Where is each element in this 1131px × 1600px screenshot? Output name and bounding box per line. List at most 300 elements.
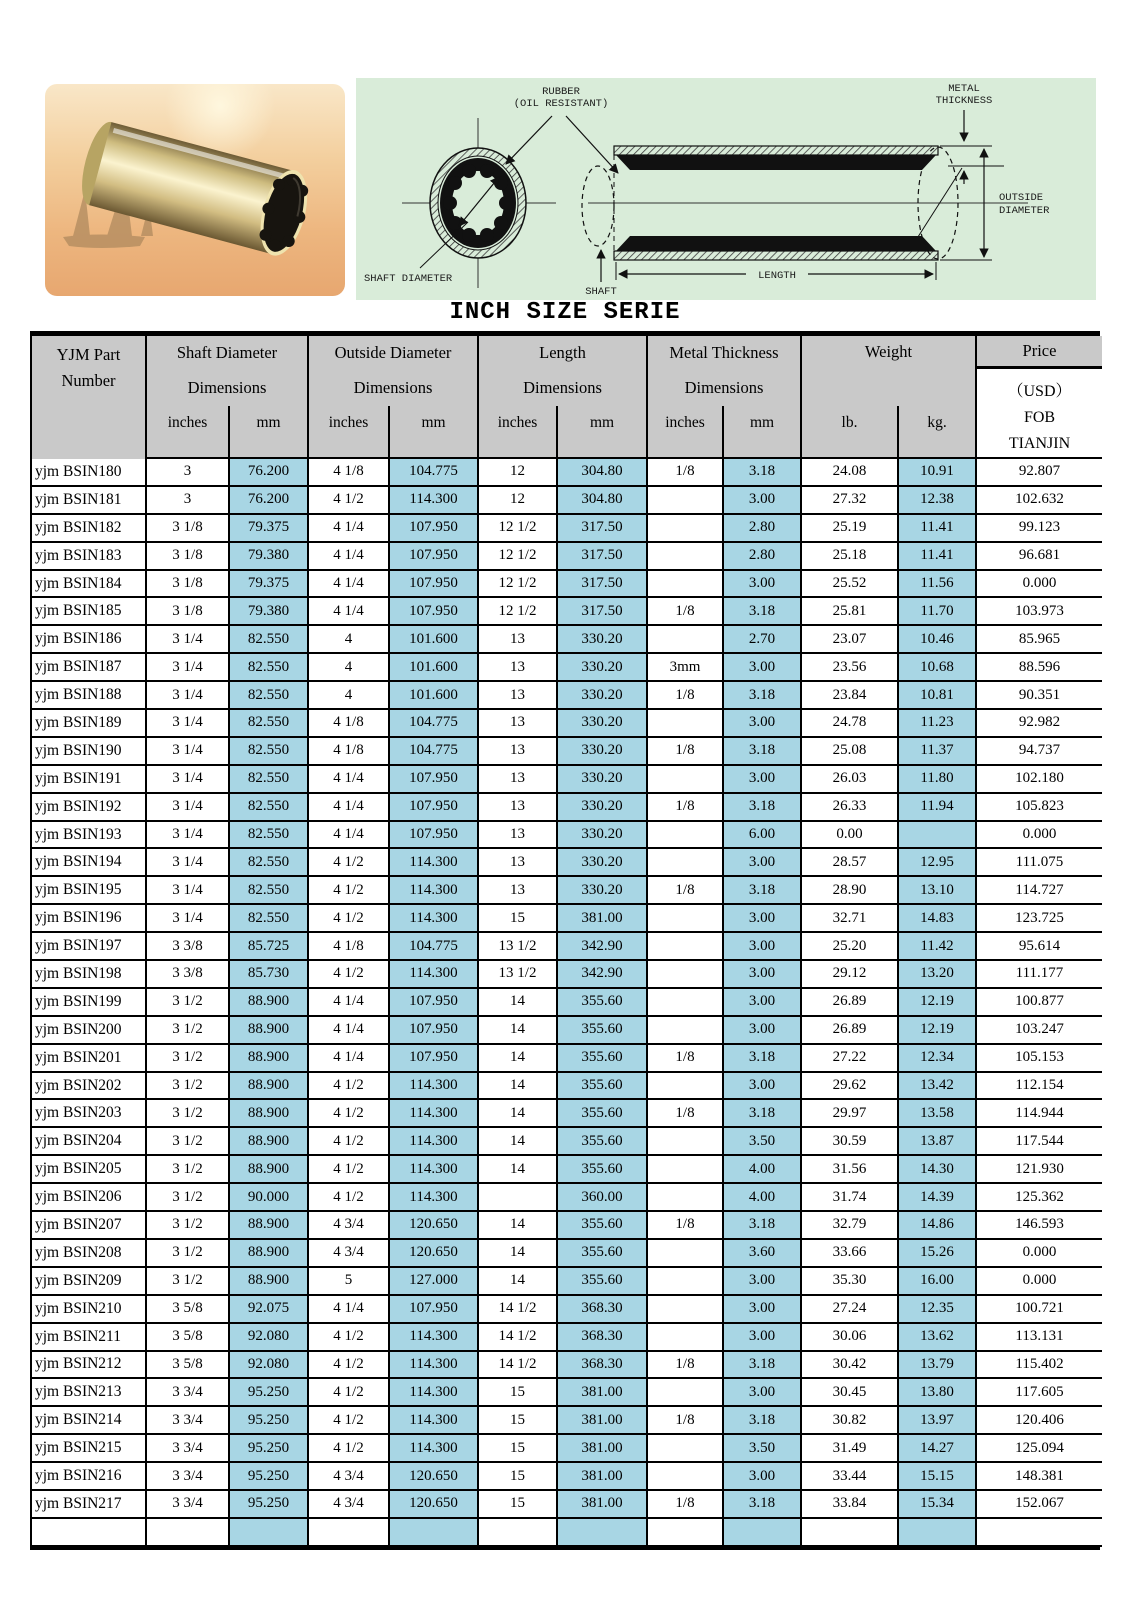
table-cell: 3.00	[724, 1073, 802, 1101]
part-number-cell: yjm BSIN201	[32, 1045, 147, 1073]
table-cell: 12.19	[899, 1017, 977, 1045]
table-cell	[648, 1017, 724, 1045]
table-cell: 120.406	[977, 1407, 1102, 1435]
header-outside-dimensions: Dimensions	[309, 369, 479, 406]
table-cell: 13.20	[899, 961, 977, 989]
table-cell: 3 1/4	[147, 877, 230, 905]
label-rubber: RUBBER	[542, 86, 580, 98]
bearing-photo-illustration	[45, 84, 345, 296]
table-cell: 13	[479, 822, 558, 850]
table-cell: 3 5/8	[147, 1324, 230, 1352]
table-cell: 1/8	[648, 682, 724, 710]
header-length-inches: inches	[479, 406, 558, 459]
table-cell	[648, 822, 724, 850]
table-cell: 107.950	[390, 571, 479, 599]
table-cell: 15	[479, 1379, 558, 1407]
table-cell: 4 1/4	[309, 822, 390, 850]
table-cell: 13	[479, 654, 558, 682]
table-cell: 3 1/8	[147, 598, 230, 626]
table-cell: 114.300	[390, 1379, 479, 1407]
table-cell: 88.900	[230, 1268, 309, 1296]
table-cell	[648, 1435, 724, 1463]
table-cell: 368.30	[558, 1352, 648, 1380]
table-cell: 15.15	[899, 1463, 977, 1491]
table-cell: 13.62	[899, 1324, 977, 1352]
table-cell: 104.775	[390, 738, 479, 766]
table-cell: 330.20	[558, 849, 648, 877]
header-weight: Weight	[802, 336, 977, 406]
table-cell: 1/8	[648, 1407, 724, 1435]
table-cell: 381.00	[558, 1435, 648, 1463]
table-cell: 25.52	[802, 571, 899, 599]
part-number-cell: yjm BSIN205	[32, 1156, 147, 1184]
table-cell	[648, 487, 724, 515]
table-cell: 111.075	[977, 849, 1102, 877]
table-cell: 3 3/4	[147, 1407, 230, 1435]
part-number-cell: yjm BSIN192	[32, 794, 147, 822]
table-cell	[648, 989, 724, 1017]
table-cell: 15	[479, 1435, 558, 1463]
table-cell: 29.62	[802, 1073, 899, 1101]
table-cell: 13.79	[899, 1352, 977, 1380]
table-cell: 117.544	[977, 1128, 1102, 1156]
table-cell: 3.18	[724, 459, 802, 487]
table-cell: 107.950	[390, 989, 479, 1017]
table-cell: 355.60	[558, 1045, 648, 1073]
table-cell: 3.00	[724, 1463, 802, 1491]
table-cell: 3.00	[724, 571, 802, 599]
table-cell: 4 1/2	[309, 877, 390, 905]
table-cell: 114.300	[390, 905, 479, 933]
table-cell: 105.823	[977, 794, 1102, 822]
table-cell: 4 1/4	[309, 515, 390, 543]
table-cell: 4 1/4	[309, 1017, 390, 1045]
table-cell: 1/8	[648, 598, 724, 626]
part-number-cell: yjm BSIN182	[32, 515, 147, 543]
table-cell: 102.180	[977, 766, 1102, 794]
part-number-cell: yjm BSIN191	[32, 766, 147, 794]
table-cell: 3mm	[648, 654, 724, 682]
table-cell: 3 3/4	[147, 1491, 230, 1519]
table-cell: 342.90	[558, 933, 648, 961]
table-cell: 342.90	[558, 961, 648, 989]
table-cell: 4 1/4	[309, 989, 390, 1017]
table-cell: 33.66	[802, 1240, 899, 1268]
table-cell: 330.20	[558, 682, 648, 710]
table-cell: 4	[309, 654, 390, 682]
table-cell: 76.200	[230, 487, 309, 515]
table-cell: 3.00	[724, 1268, 802, 1296]
header-price-tianjin: TIANJIN	[1008, 435, 1071, 452]
table-cell: 114.300	[390, 1184, 479, 1212]
table-cell: 3.18	[724, 738, 802, 766]
table-cell: 114.300	[390, 1100, 479, 1128]
table-cell: 3.50	[724, 1435, 802, 1463]
table-cell: 3 1/8	[147, 571, 230, 599]
label-outside: OUTSIDE	[999, 192, 1044, 204]
label-outside-2: DIAMETER	[999, 205, 1050, 217]
table-cell: 94.737	[977, 738, 1102, 766]
table-cell: 355.60	[558, 1240, 648, 1268]
table-cell: 103.973	[977, 598, 1102, 626]
table-cell: 11.37	[899, 738, 977, 766]
table-cell: 88.900	[230, 1212, 309, 1240]
table-cell: 101.600	[390, 626, 479, 654]
table-cell: 82.550	[230, 682, 309, 710]
table-cell: 95.250	[230, 1463, 309, 1491]
part-number-cell: yjm BSIN188	[32, 682, 147, 710]
table-cell: 381.00	[558, 1407, 648, 1435]
table-cell: 4.00	[724, 1156, 802, 1184]
table-cell: 82.550	[230, 626, 309, 654]
table-cell: 15.26	[899, 1240, 977, 1268]
table-cell: 14	[479, 1156, 558, 1184]
table-cell: 12.19	[899, 989, 977, 1017]
table-cell: 152.067	[977, 1491, 1102, 1519]
table-cell: 355.60	[558, 1017, 648, 1045]
table-cell	[648, 543, 724, 571]
table-cell: 368.30	[558, 1324, 648, 1352]
table-cell: 88.900	[230, 1073, 309, 1101]
table-cell	[479, 1184, 558, 1212]
table-cell: 14	[479, 1268, 558, 1296]
table-cell: 11.41	[899, 543, 977, 571]
table-cell	[479, 1519, 558, 1547]
table-cell: 3.00	[724, 1324, 802, 1352]
table-cell: 120.650	[390, 1463, 479, 1491]
table-cell: 4 3/4	[309, 1240, 390, 1268]
table-cell: 317.50	[558, 515, 648, 543]
table-cell: 3.00	[724, 961, 802, 989]
table-cell: 120.650	[390, 1240, 479, 1268]
table-cell: 13	[479, 794, 558, 822]
table-cell: 30.42	[802, 1352, 899, 1380]
table-cell: 317.50	[558, 598, 648, 626]
table-cell: 120.650	[390, 1491, 479, 1519]
table-cell	[648, 766, 724, 794]
table-cell	[230, 1519, 309, 1547]
table-cell: 11.94	[899, 794, 977, 822]
table-cell: 146.593	[977, 1212, 1102, 1240]
table-cell: 381.00	[558, 905, 648, 933]
table-cell: 96.681	[977, 543, 1102, 571]
table-cell: 1/8	[648, 1212, 724, 1240]
header-outside-diameter: Outside Diameter	[309, 336, 479, 369]
table-cell: 1/8	[648, 1045, 724, 1073]
table-cell: 3 1/2	[147, 1212, 230, 1240]
table-cell: 3 1/8	[147, 543, 230, 571]
table-cell: 4 1/2	[309, 1184, 390, 1212]
table-cell: 4 1/2	[309, 1407, 390, 1435]
table-cell: 82.550	[230, 877, 309, 905]
part-number-cell: yjm BSIN216	[32, 1463, 147, 1491]
table-cell: 3 1/2	[147, 1128, 230, 1156]
table-cell: 4 1/2	[309, 1435, 390, 1463]
table-cell: 317.50	[558, 571, 648, 599]
table-cell: 14.86	[899, 1212, 977, 1240]
table-cell: 11.70	[899, 598, 977, 626]
table-cell: 79.380	[230, 598, 309, 626]
table-cell: 14	[479, 989, 558, 1017]
table-cell: 27.32	[802, 487, 899, 515]
table-cell: 115.402	[977, 1352, 1102, 1380]
table-cell: 30.82	[802, 1407, 899, 1435]
table-cell: 85.730	[230, 961, 309, 989]
table-cell: 3 1/2	[147, 1017, 230, 1045]
table-cell: 11.56	[899, 571, 977, 599]
table-cell: 15	[479, 1407, 558, 1435]
table-cell: 4 1/2	[309, 849, 390, 877]
table-cell: 24.78	[802, 710, 899, 738]
header-metal-dimensions: Dimensions	[648, 369, 802, 406]
table-cell: 13	[479, 710, 558, 738]
header-metal-mm: mm	[724, 406, 802, 459]
table-cell: 3 1/4	[147, 626, 230, 654]
table-cell: 33.44	[802, 1463, 899, 1491]
table-cell: 35.30	[802, 1268, 899, 1296]
table-cell: 14	[479, 1128, 558, 1156]
table-cell	[977, 1519, 1102, 1547]
table-cell	[648, 933, 724, 961]
table-cell: 12.35	[899, 1296, 977, 1324]
label-length: LENGTH	[758, 270, 796, 282]
table-cell: 381.00	[558, 1379, 648, 1407]
table-cell: 82.550	[230, 822, 309, 850]
label-metal-2: THICKNESS	[935, 95, 993, 107]
header-part-number	[32, 336, 147, 459]
table-cell: 355.60	[558, 1073, 648, 1101]
table-cell: 4 1/4	[309, 1045, 390, 1073]
table-cell: 3.00	[724, 905, 802, 933]
table-cell: 107.950	[390, 1296, 479, 1324]
table-cell	[899, 1519, 977, 1547]
table-cell: 15	[479, 1491, 558, 1519]
table-cell: 117.605	[977, 1379, 1102, 1407]
table-cell: 114.300	[390, 961, 479, 989]
table-cell: 95.250	[230, 1491, 309, 1519]
table-cell: 88.900	[230, 1240, 309, 1268]
table-cell: 4 1/2	[309, 961, 390, 989]
table-cell: 121.930	[977, 1156, 1102, 1184]
table-cell	[648, 1128, 724, 1156]
table-cell: 28.57	[802, 849, 899, 877]
table-cell: 107.950	[390, 794, 479, 822]
header-weight-lb: lb.	[802, 406, 899, 459]
table-cell: 125.094	[977, 1435, 1102, 1463]
part-number-cell: yjm BSIN181	[32, 487, 147, 515]
table-cell	[802, 1519, 899, 1547]
label-rubber-2: (OIL RESISTANT)	[513, 98, 609, 110]
table-cell: 79.375	[230, 515, 309, 543]
table-cell: 107.950	[390, 822, 479, 850]
table-cell: 12 1/2	[479, 571, 558, 599]
table-cell: 0.000	[977, 1268, 1102, 1296]
table-cell: 88.900	[230, 1128, 309, 1156]
table-cell: 26.03	[802, 766, 899, 794]
table-cell: 90.351	[977, 682, 1102, 710]
table-cell: 13.58	[899, 1100, 977, 1128]
table-cell: 26.33	[802, 794, 899, 822]
table-cell: 330.20	[558, 654, 648, 682]
table-cell	[309, 1519, 390, 1547]
table-cell: 25.18	[802, 543, 899, 571]
table-cell: 125.362	[977, 1184, 1102, 1212]
table-cell: 4 1/2	[309, 1128, 390, 1156]
table-cell: 14 1/2	[479, 1352, 558, 1380]
table-cell: 6.00	[724, 822, 802, 850]
table-cell: 26.89	[802, 989, 899, 1017]
table-cell: 148.381	[977, 1463, 1102, 1491]
table-cell: 123.725	[977, 905, 1102, 933]
table-cell: 355.60	[558, 989, 648, 1017]
table-cell: 3 1/2	[147, 1100, 230, 1128]
part-number-cell: yjm BSIN217	[32, 1491, 147, 1519]
table-cell: 92.075	[230, 1296, 309, 1324]
table-cell: 13	[479, 766, 558, 794]
table-cell: 85.965	[977, 626, 1102, 654]
table-cell: 330.20	[558, 626, 648, 654]
table-cell	[648, 849, 724, 877]
table-cell: 3.00	[724, 933, 802, 961]
table-cell	[648, 515, 724, 543]
table-cell: 3 1/4	[147, 905, 230, 933]
table-cell: 92.080	[230, 1324, 309, 1352]
table-cell: 107.950	[390, 515, 479, 543]
table-cell: 24.08	[802, 459, 899, 487]
table-cell: 102.632	[977, 487, 1102, 515]
table-cell: 25.20	[802, 933, 899, 961]
table-cell: 105.153	[977, 1045, 1102, 1073]
spec-table	[30, 331, 1100, 1550]
table-cell: 3.18	[724, 682, 802, 710]
header-metal-inches: inches	[648, 406, 724, 459]
page-title: INCH SIZE SERIE	[449, 299, 681, 326]
table-cell: 29.12	[802, 961, 899, 989]
table-cell: 10.68	[899, 654, 977, 682]
table-cell: 13.80	[899, 1379, 977, 1407]
table-cell: 1/8	[648, 459, 724, 487]
table-cell: 13	[479, 849, 558, 877]
table-cell: 30.59	[802, 1128, 899, 1156]
table-cell: 4 1/4	[309, 598, 390, 626]
table-cell: 3 3/4	[147, 1463, 230, 1491]
header-length-dimensions: Dimensions	[479, 369, 648, 406]
table-cell: 3.60	[724, 1240, 802, 1268]
table-cell: 4 1/2	[309, 905, 390, 933]
table-cell: 4 1/2	[309, 1156, 390, 1184]
table-cell: 330.20	[558, 822, 648, 850]
table-cell: 4 1/4	[309, 766, 390, 794]
table-cell: 32.79	[802, 1212, 899, 1240]
table-cell: 82.550	[230, 738, 309, 766]
table-cell	[648, 1519, 724, 1547]
table-cell: 30.45	[802, 1379, 899, 1407]
table-cell: 3 1/2	[147, 1184, 230, 1212]
table-cell: 107.950	[390, 543, 479, 571]
table-cell: 2.70	[724, 626, 802, 654]
part-number-cell: yjm BSIN200	[32, 1017, 147, 1045]
table-cell: 92.982	[977, 710, 1102, 738]
table-cell: 355.60	[558, 1100, 648, 1128]
table-cell: 3 1/2	[147, 1240, 230, 1268]
part-number-cell: yjm BSIN210	[32, 1296, 147, 1324]
table-cell: 3 3/4	[147, 1379, 230, 1407]
table-cell: 92.807	[977, 459, 1102, 487]
table-cell: 13	[479, 877, 558, 905]
table-cell	[724, 1519, 802, 1547]
table-cell: 4 1/2	[309, 487, 390, 515]
table-cell: 3.18	[724, 1407, 802, 1435]
table-cell: 3.18	[724, 598, 802, 626]
table-cell: 100.721	[977, 1296, 1102, 1324]
table-cell: 107.950	[390, 598, 479, 626]
table-cell: 3 1/4	[147, 682, 230, 710]
header-shaft-inches: inches	[147, 406, 230, 459]
table-cell: 107.950	[390, 766, 479, 794]
table-cell: 15.34	[899, 1491, 977, 1519]
part-number-cell: yjm BSIN213	[32, 1379, 147, 1407]
table-cell	[648, 1073, 724, 1101]
table-cell: 11.23	[899, 710, 977, 738]
table-cell: 330.20	[558, 710, 648, 738]
table-cell: 3.00	[724, 989, 802, 1017]
table-cell: 4 1/2	[309, 1324, 390, 1352]
table-cell: 4 1/4	[309, 571, 390, 599]
table-cell: 360.00	[558, 1184, 648, 1212]
table-cell: 25.08	[802, 738, 899, 766]
table-cell: 13	[479, 682, 558, 710]
table-cell: 1/8	[648, 1352, 724, 1380]
table-cell: 31.49	[802, 1435, 899, 1463]
table-cell: 3 1/2	[147, 1268, 230, 1296]
table-cell: 4 3/4	[309, 1463, 390, 1491]
table-cell	[648, 961, 724, 989]
table-cell: 114.300	[390, 1352, 479, 1380]
table-cell: 355.60	[558, 1212, 648, 1240]
table-cell: 3.50	[724, 1128, 802, 1156]
table-cell: 355.60	[558, 1128, 648, 1156]
table-cell: 13	[479, 626, 558, 654]
table-cell: 0.000	[977, 822, 1102, 850]
table-cell: 82.550	[230, 766, 309, 794]
table-cell	[558, 1519, 648, 1547]
table-cell: 3.18	[724, 1352, 802, 1380]
table-cell: 95.250	[230, 1407, 309, 1435]
table-cell: 103.247	[977, 1017, 1102, 1045]
table-cell: 79.380	[230, 543, 309, 571]
table-cell: 3 5/8	[147, 1352, 230, 1380]
table-cell: 114.300	[390, 1156, 479, 1184]
table-cell: 3.18	[724, 1212, 802, 1240]
table-cell: 12	[479, 459, 558, 487]
table-cell: 3.18	[724, 877, 802, 905]
part-number-cell: yjm BSIN195	[32, 877, 147, 905]
table-cell: 12 1/2	[479, 515, 558, 543]
table-cell: 82.550	[230, 905, 309, 933]
table-cell: 3 1/8	[147, 515, 230, 543]
part-number-cell: yjm BSIN183	[32, 543, 147, 571]
table-cell: 90.000	[230, 1184, 309, 1212]
table-cell: 95.614	[977, 933, 1102, 961]
table-cell: 76.200	[230, 459, 309, 487]
table-cell: 114.300	[390, 1324, 479, 1352]
table-cell: 3 1/2	[147, 1045, 230, 1073]
part-number-cell: yjm BSIN199	[32, 989, 147, 1017]
table-cell: 12 1/2	[479, 543, 558, 571]
table-cell: 14	[479, 1045, 558, 1073]
table-cell: 2.80	[724, 543, 802, 571]
table-cell: 0.00	[802, 822, 899, 850]
